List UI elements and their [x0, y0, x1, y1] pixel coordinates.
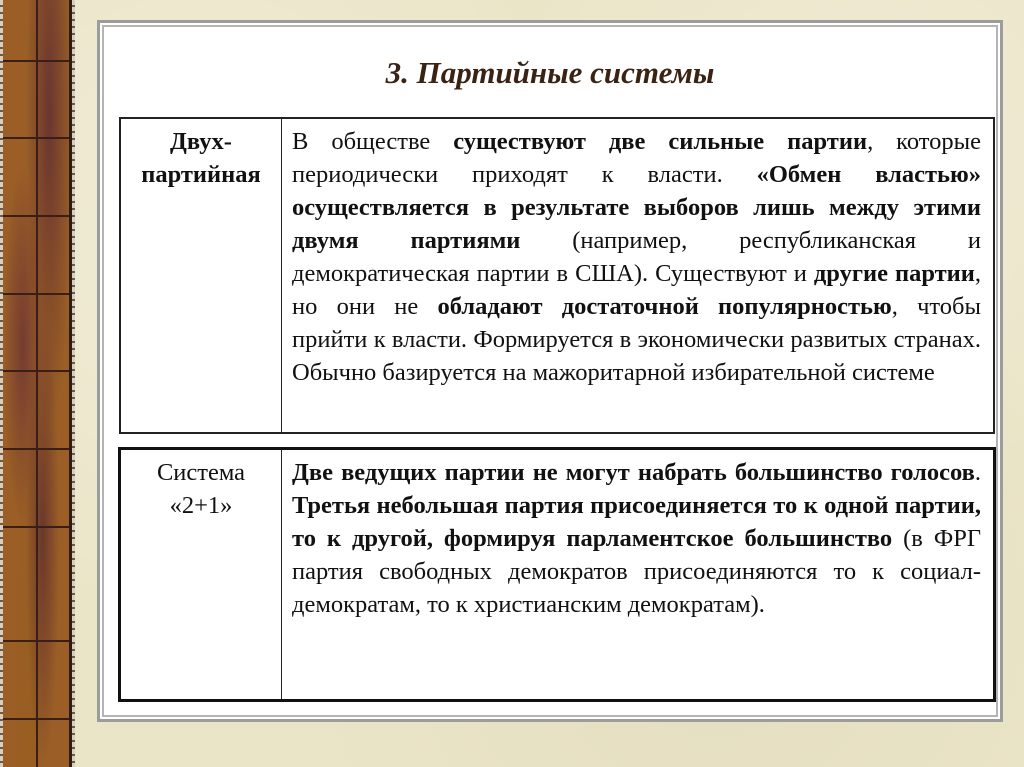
text-run: , но они не: [292, 260, 982, 320]
text-run-bold: «Обмен властью» осуществляется в результате выборов лишь между этими двумя партиями: [292, 161, 981, 254]
strip-grid-line: [3, 370, 69, 372]
system-label-line: «2+1»: [169, 492, 233, 519]
text-run-bold: другие партии: [813, 260, 975, 287]
system-label-line: партийная: [141, 161, 261, 188]
table-row: [120, 118, 994, 433]
strip-grid-line: [3, 640, 69, 642]
strip-grid-line: [3, 60, 69, 62]
text-run-bold: Две ведущих партии не могут набрать большинство голосов: [292, 459, 975, 486]
strip-grid-line: [3, 718, 69, 720]
text-run: , которые периодически приходят к власти.: [292, 128, 981, 188]
slide-title: 3. Партийные системы: [385, 55, 715, 90]
table-row: [120, 449, 995, 701]
strip-edge-right: [72, 0, 75, 767]
text-run: (например, республиканская и демократическая партии в США). Существуют и: [292, 227, 981, 287]
system-label-line: Система: [156, 459, 246, 486]
text-run: .: [974, 459, 981, 486]
strip-grid-line: [3, 215, 69, 217]
text-run: , чтобы прийти к власти. Формируется в экономически развитых странах. Обычно базируется на мажоритарной избирательной системе: [292, 293, 981, 386]
system-label: [120, 118, 282, 433]
text-run-bold: обладают достаточной популярностью: [437, 293, 892, 320]
slide-panel: [97, 20, 1003, 722]
system-description: [282, 118, 995, 433]
two-plus-one-system-table: [118, 447, 996, 702]
strip-grid-line: [3, 526, 69, 528]
system-label: [120, 449, 282, 701]
strip-grid-line: [36, 0, 38, 767]
system-description: [282, 449, 995, 701]
text-run-bold: Третья небольшая партия присоединяется то к одной партии, то к другой, формируя парламентское большинство: [292, 492, 981, 552]
strip-grid-line: [3, 293, 69, 295]
strip-grid-line: [3, 448, 69, 450]
decorative-side-strip: [0, 0, 72, 767]
text-run-bold: существуют две сильные партии: [453, 128, 868, 155]
system-label-line: Двух-: [170, 128, 232, 155]
two-party-system-table: [119, 117, 995, 434]
strip-edge-left: [0, 0, 3, 767]
text-run: (в ФРГ партия свободных демократов присоединяются то к социал-демократам, то к христианским демократам).: [292, 525, 981, 618]
text-run: В обществе: [292, 128, 454, 155]
strip-grid-line: [3, 137, 69, 139]
